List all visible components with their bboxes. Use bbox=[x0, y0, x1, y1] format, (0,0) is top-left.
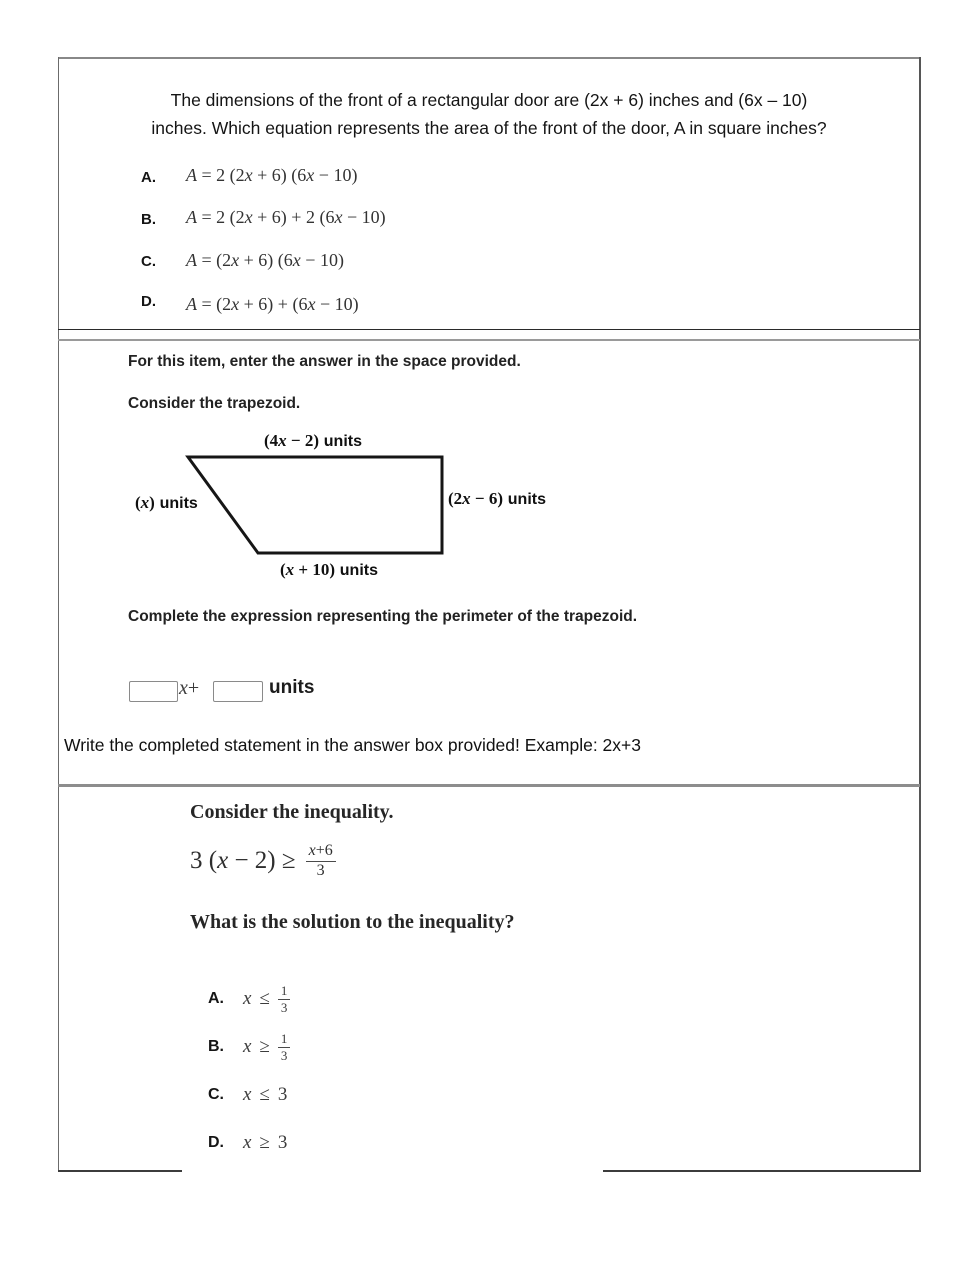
inequality-fraction-denominator: 3 bbox=[316, 862, 325, 879]
option-d-equation: A = (2x + 6) + (6x − 10) bbox=[186, 294, 359, 314]
answer-box-2[interactable] bbox=[213, 681, 263, 702]
ineq-option-c-value bbox=[243, 1084, 287, 1106]
answer-middle-text: x+ bbox=[179, 677, 200, 699]
trapezoid-top-label-math: (4x − 2) bbox=[264, 431, 320, 450]
ineq-option-a-value bbox=[243, 984, 290, 1014]
less-equal-symbol: ≤ bbox=[259, 1084, 270, 1105]
ineq-option-b-numerator: 1 bbox=[278, 1032, 291, 1048]
answer-units-text: units bbox=[269, 677, 315, 698]
trapezoid-left-label-unit: units bbox=[159, 495, 198, 512]
complete-expression-text: Complete the expression representing the perimeter of the trapezoid. bbox=[128, 608, 638, 625]
page-border-left bbox=[58, 57, 59, 1172]
trapezoid-bottom-label-unit: units bbox=[339, 562, 378, 579]
section3-top-divider bbox=[58, 784, 920, 787]
page-border-bottom-right-segment bbox=[603, 1170, 921, 1172]
ineq-option-b-var: x bbox=[243, 1036, 252, 1057]
ineq-option-c-number: 3 bbox=[277, 1084, 288, 1105]
ineq-option-d-var: x bbox=[243, 1132, 252, 1153]
page-border-right bbox=[919, 57, 921, 1172]
trapezoid-left-label-math: (x) bbox=[135, 493, 155, 512]
trapezoid-left-label bbox=[135, 493, 198, 513]
ineq-option-b-denominator: 3 bbox=[280, 1048, 288, 1063]
item-instruction: For this item, enter the answer in the space provided. bbox=[128, 353, 521, 370]
door-question-line2: inches. Which equation represents the area of the front of the door, A in square inches? bbox=[151, 118, 827, 138]
ineq-option-a-var: x bbox=[243, 988, 252, 1009]
write-statement-note: Write the completed statement in the answer box provided! Example: 2x+3 bbox=[64, 735, 641, 755]
inequality-fraction bbox=[306, 843, 336, 879]
section1-bottom-divider bbox=[58, 329, 920, 330]
ineq-option-a-numerator: 1 bbox=[278, 984, 291, 1000]
ineq-option-a-label: A. bbox=[208, 990, 224, 1007]
ineq-option-b-fraction bbox=[278, 1032, 291, 1062]
trapezoid-shape bbox=[150, 450, 470, 562]
door-question-line1: The dimensions of the front of a rectangular door are (2x + 6) inches and (6x – 10) bbox=[170, 90, 808, 110]
ineq-option-d-number: 3 bbox=[277, 1132, 288, 1153]
ineq-option-b-value bbox=[243, 1032, 290, 1062]
ineq-option-a-fraction bbox=[278, 984, 291, 1014]
inequality-left-part: 3 (x − 2) ≥ bbox=[190, 847, 296, 874]
trapezoid-bottom-label-math: (x + 10) bbox=[280, 560, 336, 579]
solution-question-text: What is the solution to the inequality? bbox=[190, 911, 515, 933]
trapezoid-top-label bbox=[252, 431, 374, 451]
option-b-label: B. bbox=[141, 211, 156, 228]
option-c-equation: A = (2x + 6) (6x − 10) bbox=[186, 250, 344, 270]
section2-top-divider bbox=[58, 339, 920, 341]
less-equal-symbol: ≤ bbox=[259, 988, 270, 1009]
option-b-equation: A = 2 (2x + 6) + 2 (6x − 10) bbox=[186, 207, 386, 227]
option-d-label: D. bbox=[141, 293, 156, 310]
trapezoid-right-label-unit: units bbox=[507, 491, 546, 508]
trapezoid-right-label-math: (2x − 6) bbox=[448, 489, 504, 508]
page-border-top bbox=[58, 57, 921, 59]
consider-trapezoid-text: Consider the trapezoid. bbox=[128, 395, 301, 412]
option-a-label: A. bbox=[141, 169, 156, 186]
option-a-equation: A = 2 (2x + 6) (6x − 10) bbox=[186, 165, 358, 185]
trapezoid-top-label-unit: units bbox=[323, 433, 362, 450]
ineq-option-d-value bbox=[243, 1132, 287, 1154]
consider-inequality-text: Consider the inequality. bbox=[190, 801, 394, 823]
door-question-text bbox=[58, 86, 920, 142]
inequality-expression bbox=[190, 843, 336, 879]
ineq-option-d-label: D. bbox=[208, 1134, 224, 1151]
option-c-label: C. bbox=[141, 253, 156, 270]
ineq-option-c-label: C. bbox=[208, 1086, 224, 1103]
ineq-option-c-var: x bbox=[243, 1084, 252, 1105]
greater-equal-symbol: ≥ bbox=[259, 1036, 270, 1057]
greater-equal-symbol: ≥ bbox=[259, 1132, 270, 1153]
ineq-option-b-label: B. bbox=[208, 1038, 224, 1055]
inequality-fraction-numerator: x+6 bbox=[306, 843, 336, 862]
answer-box-1[interactable] bbox=[129, 681, 178, 702]
trapezoid-bottom-label bbox=[280, 560, 378, 580]
trapezoid-right-label bbox=[448, 489, 546, 509]
ineq-option-a-denominator: 3 bbox=[280, 1000, 288, 1015]
page-border-bottom-left-segment bbox=[58, 1170, 182, 1172]
